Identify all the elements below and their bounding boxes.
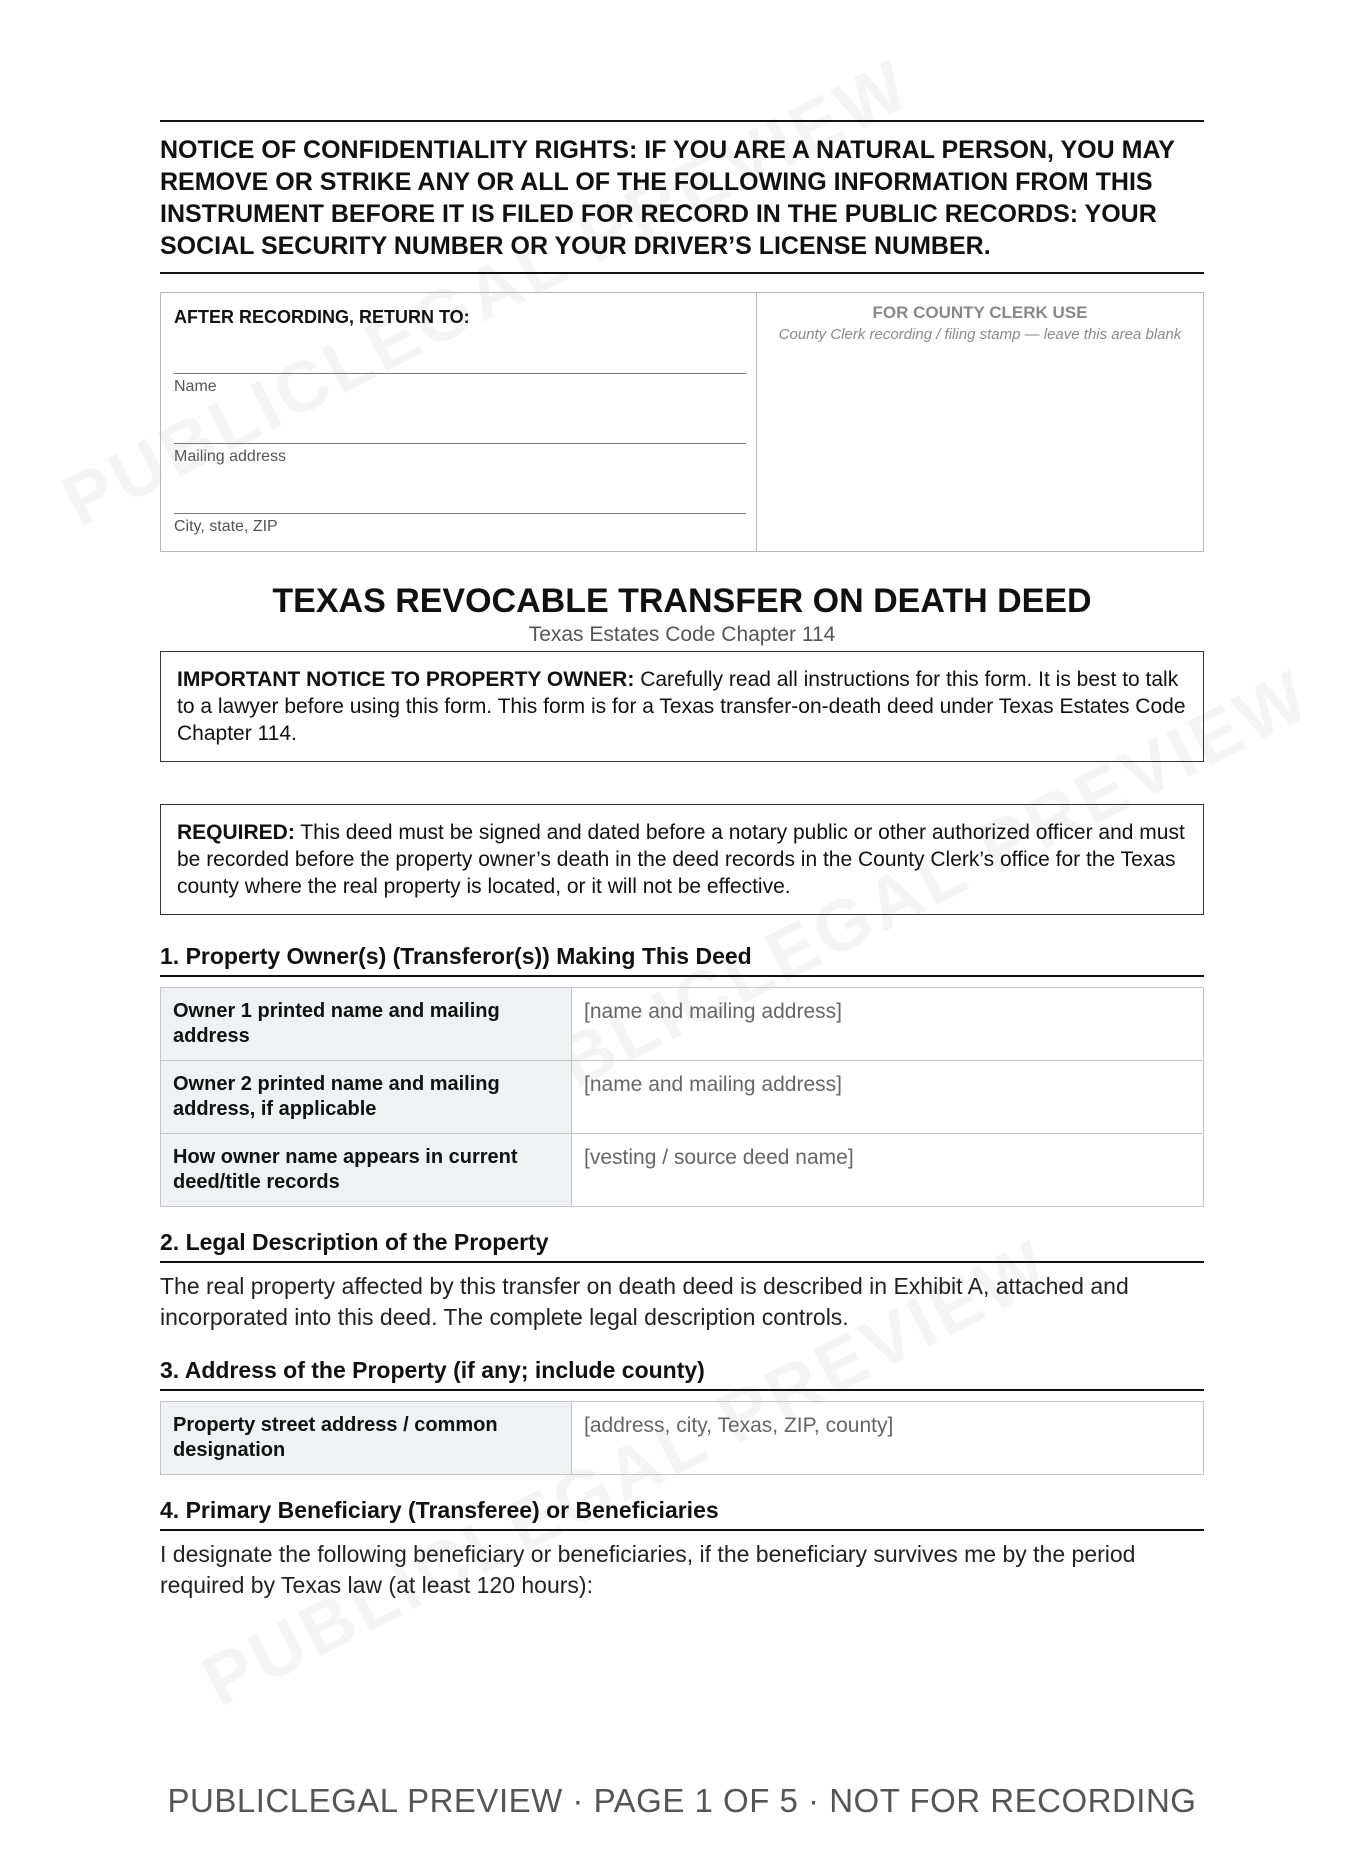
section-2-text: The real property affected by this transfer on death deed is described in Exhibit A, attached and incorporated into this deed. The complete legal description controls. — [160, 1273, 1129, 1330]
city-state-zip-line[interactable] — [174, 513, 746, 536]
table-row — [161, 1061, 1204, 1134]
owner-1-field[interactable]: [name and mailing address] — [572, 988, 1204, 1061]
vesting-name-field[interactable]: [vesting / source deed name] — [572, 1134, 1204, 1207]
owner-2-label: Owner 2 printed name and mailing address, if applicable — [161, 1061, 572, 1134]
property-address-table — [160, 1401, 1204, 1475]
owner-2-field[interactable]: [name and mailing address] — [572, 1061, 1204, 1134]
section-4-heading: 4. Primary Beneficiary (Transferee) or Beneficiaries — [160, 1497, 1204, 1531]
document-title: TEXAS REVOCABLE TRANSFER ON DEATH DEED — [272, 582, 1092, 620]
document-page — [160, 120, 1204, 1601]
required-notice-box — [160, 804, 1204, 915]
section-2-heading: 2. Legal Description of the Property — [160, 1229, 1204, 1263]
name-label: Name — [174, 378, 217, 395]
table-row — [161, 1134, 1204, 1207]
owner-table — [160, 987, 1204, 1207]
clerk-title: FOR COUNTY CLERK USE — [872, 303, 1088, 322]
return-to-section — [161, 293, 757, 551]
section-3-heading: 3. Address of the Property (if any; include county) — [160, 1357, 1204, 1391]
property-address-field[interactable]: [address, city, Texas, ZIP, county] — [572, 1402, 1204, 1475]
county-clerk-area — [757, 293, 1203, 551]
section-4-text: I designate the following beneficiary or beneficiaries, if the beneficiary survives me by the period required by Texas law (at least 120 hours): — [160, 1541, 1136, 1598]
important-notice-text: Carefully read all instructions for this form. It is best to talk to a lawyer before using this form. This form is for a Texas transfer-on-death deed under Texas Estates Code Chapter 114. — [177, 668, 1186, 745]
return-recording-box — [160, 292, 1204, 552]
section-1-heading: 1. Property Owner(s) (Transferor(s)) Making This Deed — [160, 943, 1204, 977]
important-notice-lead: IMPORTANT NOTICE TO PROPERTY OWNER: — [177, 668, 635, 691]
clerk-note: County Clerk recording / filing stamp — leave this area blank — [778, 326, 1182, 343]
vesting-name-label: How owner name appears in current deed/title records — [161, 1134, 572, 1207]
required-notice-text: This deed must be signed and dated before a notary public or other authorized officer and must be recorded before the property owner’s death in the deed records in the County Clerk’s office for the Texas county where the real property is located, or it will not be effective. — [177, 821, 1185, 898]
mailing-address-line[interactable] — [174, 443, 746, 466]
return-to-heading: AFTER RECORDING, RETURN TO: — [174, 307, 470, 327]
owner-1-label: Owner 1 printed name and mailing address — [161, 988, 572, 1061]
document-subtitle: Texas Estates Code Chapter 114 — [528, 623, 836, 646]
mailing-address-label: Mailing address — [174, 448, 287, 465]
page-footer: PUBLICLEGAL PREVIEW · PAGE 1 OF 5 · NOT FOR RECORDING — [167, 1782, 1197, 1819]
property-address-label: Property street address / common designation — [161, 1402, 572, 1475]
city-state-zip-label: City, state, ZIP — [174, 518, 278, 535]
required-notice-lead: REQUIRED: — [177, 821, 295, 844]
table-row — [161, 988, 1204, 1061]
name-line[interactable] — [174, 373, 746, 396]
confidentiality-notice: NOTICE OF CONFIDENTIALITY RIGHTS: IF YOU ARE A NATURAL PERSON, YOU MAY REMOVE OR STRIKE ANY OR ALL OF THE FOLLOWING INFORMATION FROM THIS INSTRUMENT BEFORE IT IS FILED FOR RECORD IN THE PUBLIC RECORDS: YOUR SOCIAL SECURITY NUMBER OR YOUR DRIVER’S LICENSE NUMBER. — [160, 120, 1204, 274]
important-notice-box — [160, 651, 1204, 762]
table-row — [161, 1402, 1204, 1475]
